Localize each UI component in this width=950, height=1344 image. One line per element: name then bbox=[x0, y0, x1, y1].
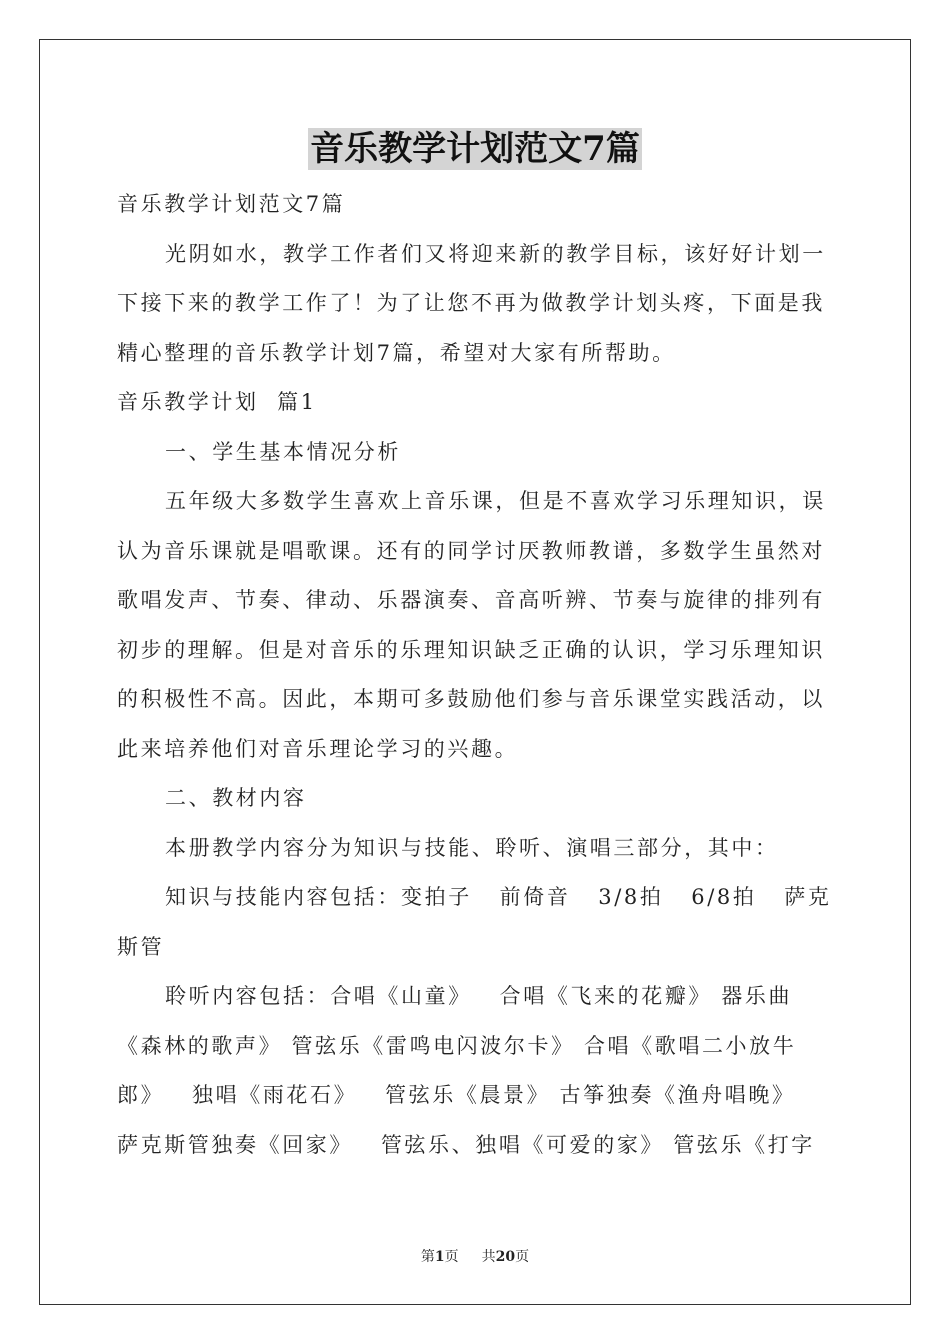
document-body bbox=[117, 180, 833, 1170]
section-heading: 音乐教学计划 篇1 bbox=[117, 390, 317, 414]
paragraph-line: 本册教学内容分为知识与技能、聆听、演唱三部分，其中： bbox=[165, 835, 779, 860]
title-wrap bbox=[0, 128, 950, 170]
document-title: 音乐教学计划范文7篇 bbox=[310, 129, 640, 169]
paragraph-line: 歌唱发声、节奏、律动、乐器演奏、音高听辨、节奏与旋律的排列有 bbox=[117, 588, 825, 612]
total-prefix: 共 bbox=[481, 1249, 496, 1265]
subtitle-line: 音乐教学计划范文7篇 bbox=[117, 192, 346, 216]
paragraph-line: 光阴如水，教学工作者们又将迎来新的教学目标，该好好计划一 bbox=[165, 241, 826, 266]
page-footer bbox=[0, 1246, 950, 1266]
paragraph-line: 斯管 bbox=[117, 934, 165, 959]
paragraph-line: 郎》 独唱《雨花石》 管弦乐《晨景》 古筝独奏《渔舟唱晚》 bbox=[117, 1083, 796, 1107]
paragraph-line: 精心整理的音乐教学计划7篇，希望对大家有所帮助。 bbox=[117, 340, 676, 365]
paragraph-line: 五年级大多数学生喜欢上音乐课，但是不喜欢学习乐理知识，误 bbox=[165, 489, 826, 513]
paragraph-line: 萨克斯管独奏《回家》 管弦乐、独唱《可爱的家》 管弦乐《打字 bbox=[117, 1132, 815, 1157]
page-suffix: 页 bbox=[444, 1249, 459, 1265]
paragraph-line: 知识与技能内容包括：变拍子 前倚音 3/8拍 6/8拍 萨克 bbox=[165, 885, 832, 909]
paragraph-line: 初步的理解。但是对音乐的乐理知识缺乏正确的认识，学习乐理知识 bbox=[117, 637, 825, 662]
paragraph-line: 《森林的歌声》 管弦乐《雷鸣电闪波尔卡》 合唱《歌唱二小放牛 bbox=[117, 1033, 797, 1058]
subsection-heading: 二、教材内容 bbox=[165, 786, 307, 810]
page-total: 20 bbox=[495, 1249, 516, 1265]
paragraph-line: 认为音乐课就是唱歌课。还有的同学讨厌教师教谱，多数学生虽然对 bbox=[117, 538, 825, 563]
paragraph-line: 的积极性不高。因此，本期可多鼓励他们参与音乐课堂实践活动，以 bbox=[117, 687, 825, 711]
paragraph-line: 此来培养他们对音乐理论学习的兴趣。 bbox=[117, 736, 519, 761]
paragraph-line: 聆听内容包括：合唱《山童》 合唱《飞来的花瓣》 器乐曲 bbox=[165, 984, 793, 1008]
page-current: 1 bbox=[434, 1249, 445, 1265]
paragraph-line: 下接下来的教学工作了！为了让您不再为做教学计划头疼，下面是我 bbox=[117, 291, 825, 315]
subsection-heading: 一、学生基本情况分析 bbox=[165, 439, 401, 464]
total-suffix: 页 bbox=[515, 1249, 530, 1265]
page-prefix: 第 bbox=[420, 1249, 435, 1265]
